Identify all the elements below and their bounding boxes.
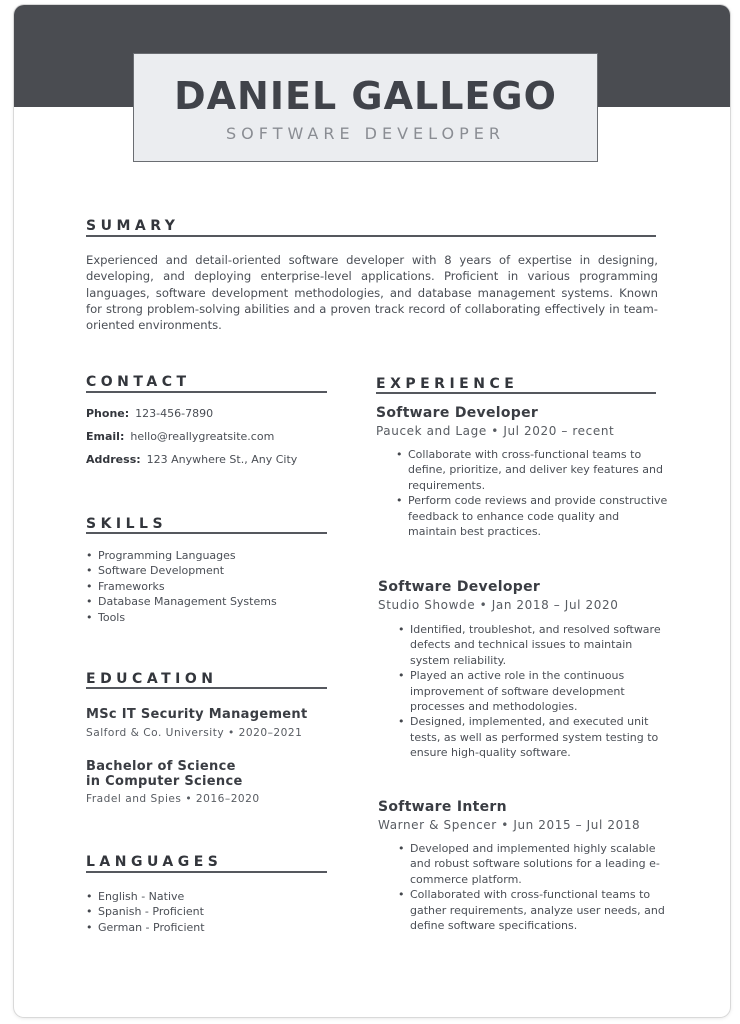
person-name: DANIEL GALLEGO [174,74,557,118]
degree-line: Bachelor of Science [86,759,236,774]
job-meta: Warner & Spencer • Jun 2015 – Jul 2018 [378,818,641,832]
job-bullets [398,841,670,933]
school-meta: Fradel and Spies • 2016–2020 [86,793,260,805]
contact-heading: CONTACT [86,374,191,390]
summary-divider [86,235,656,237]
list-item: • Frameworks [98,579,338,594]
degree-line: in Computer Science [86,773,243,789]
job-bullets [398,622,670,761]
languages-list [86,889,338,935]
list-item: • Tools [98,610,338,625]
phone-value: 123-456-7890 [135,407,214,420]
skills-heading: SKILLS [86,516,168,532]
job-meta: Studio Showde • Jan 2018 – Jul 2020 [378,598,619,612]
list-item: • Collaborate with cross-functional teams to define, prioritize, and deliver key features and requirements. [408,447,670,493]
experience-heading: EXPERIENCE [376,376,519,392]
experience-divider [376,392,656,394]
job-title: Software Intern [378,799,507,815]
job-title: Software Developer [376,405,539,421]
email-label: Email: [86,430,125,443]
contact-address [86,453,297,467]
skills-divider [86,532,327,534]
job-title: SOFTWARE DEVELOPER [226,124,505,143]
job-bullets [396,447,670,539]
list-item: • Designed, implemented, and executed unit tests, as well as performed system testing to ensure high-quality software. [410,714,670,760]
list-item: • Played an active role in the continuous improvement of software development processes and methodologies. [410,668,670,714]
contact-divider [86,391,327,393]
degree-title [86,760,243,789]
languages-heading: LANGUAGES [86,854,223,870]
list-item: • Perform code reviews and provide constructive feedback to enhance code quality and maintain best practices. [408,493,670,539]
languages-divider [86,871,327,873]
summary-text: Experienced and detail-oriented software developer with 8 years of expertise in designing, developing, and deploying enterprise-level applications. Proficient in various programming languages, software development methodologies, and database management systems. Known for strong problem-solving abilities and a proven track record of collaborating effectively in team-oriented environments. [86,253,658,333]
address-label: Address: [86,453,141,466]
list-item: • Identified, troubleshot, and resolved software defects and technical issues to maintain system reliability. [410,622,670,668]
name-box [133,53,598,162]
summary-heading: SUMARY [86,218,180,234]
skills-list [86,548,338,625]
list-item: • Developed and implemented highly scalable and robust software solutions for a leading e-commerce platform. [410,841,670,887]
address-value: 123 Anywhere St., Any City [146,453,298,466]
list-item: • Programming Languages [98,548,338,563]
education-divider [86,687,327,689]
list-item: • German - Proficient [98,920,338,935]
list-item: • Spanish - Proficient [98,904,338,919]
email-value: hello@reallygreatsite.com [130,430,275,443]
job-title: Software Developer [378,579,541,595]
list-item: • English - Native [98,889,338,904]
education-heading: EDUCATION [86,671,218,687]
list-item: • Collaborated with cross-functional teams to gather requirements, analyze user needs, and define software specifications. [410,887,670,933]
job-meta: Paucek and Lage • Jul 2020 – recent [376,424,615,438]
contact-email [86,430,274,444]
list-item: • Software Development [98,563,338,578]
list-item: • Database Management Systems [98,594,338,609]
contact-phone [86,407,213,421]
school-meta: Salford & Co. University • 2020–2021 [86,727,303,739]
phone-label: Phone: [86,407,130,420]
resume-page [14,5,730,1017]
degree-title: MSc IT Security Management [86,707,308,722]
